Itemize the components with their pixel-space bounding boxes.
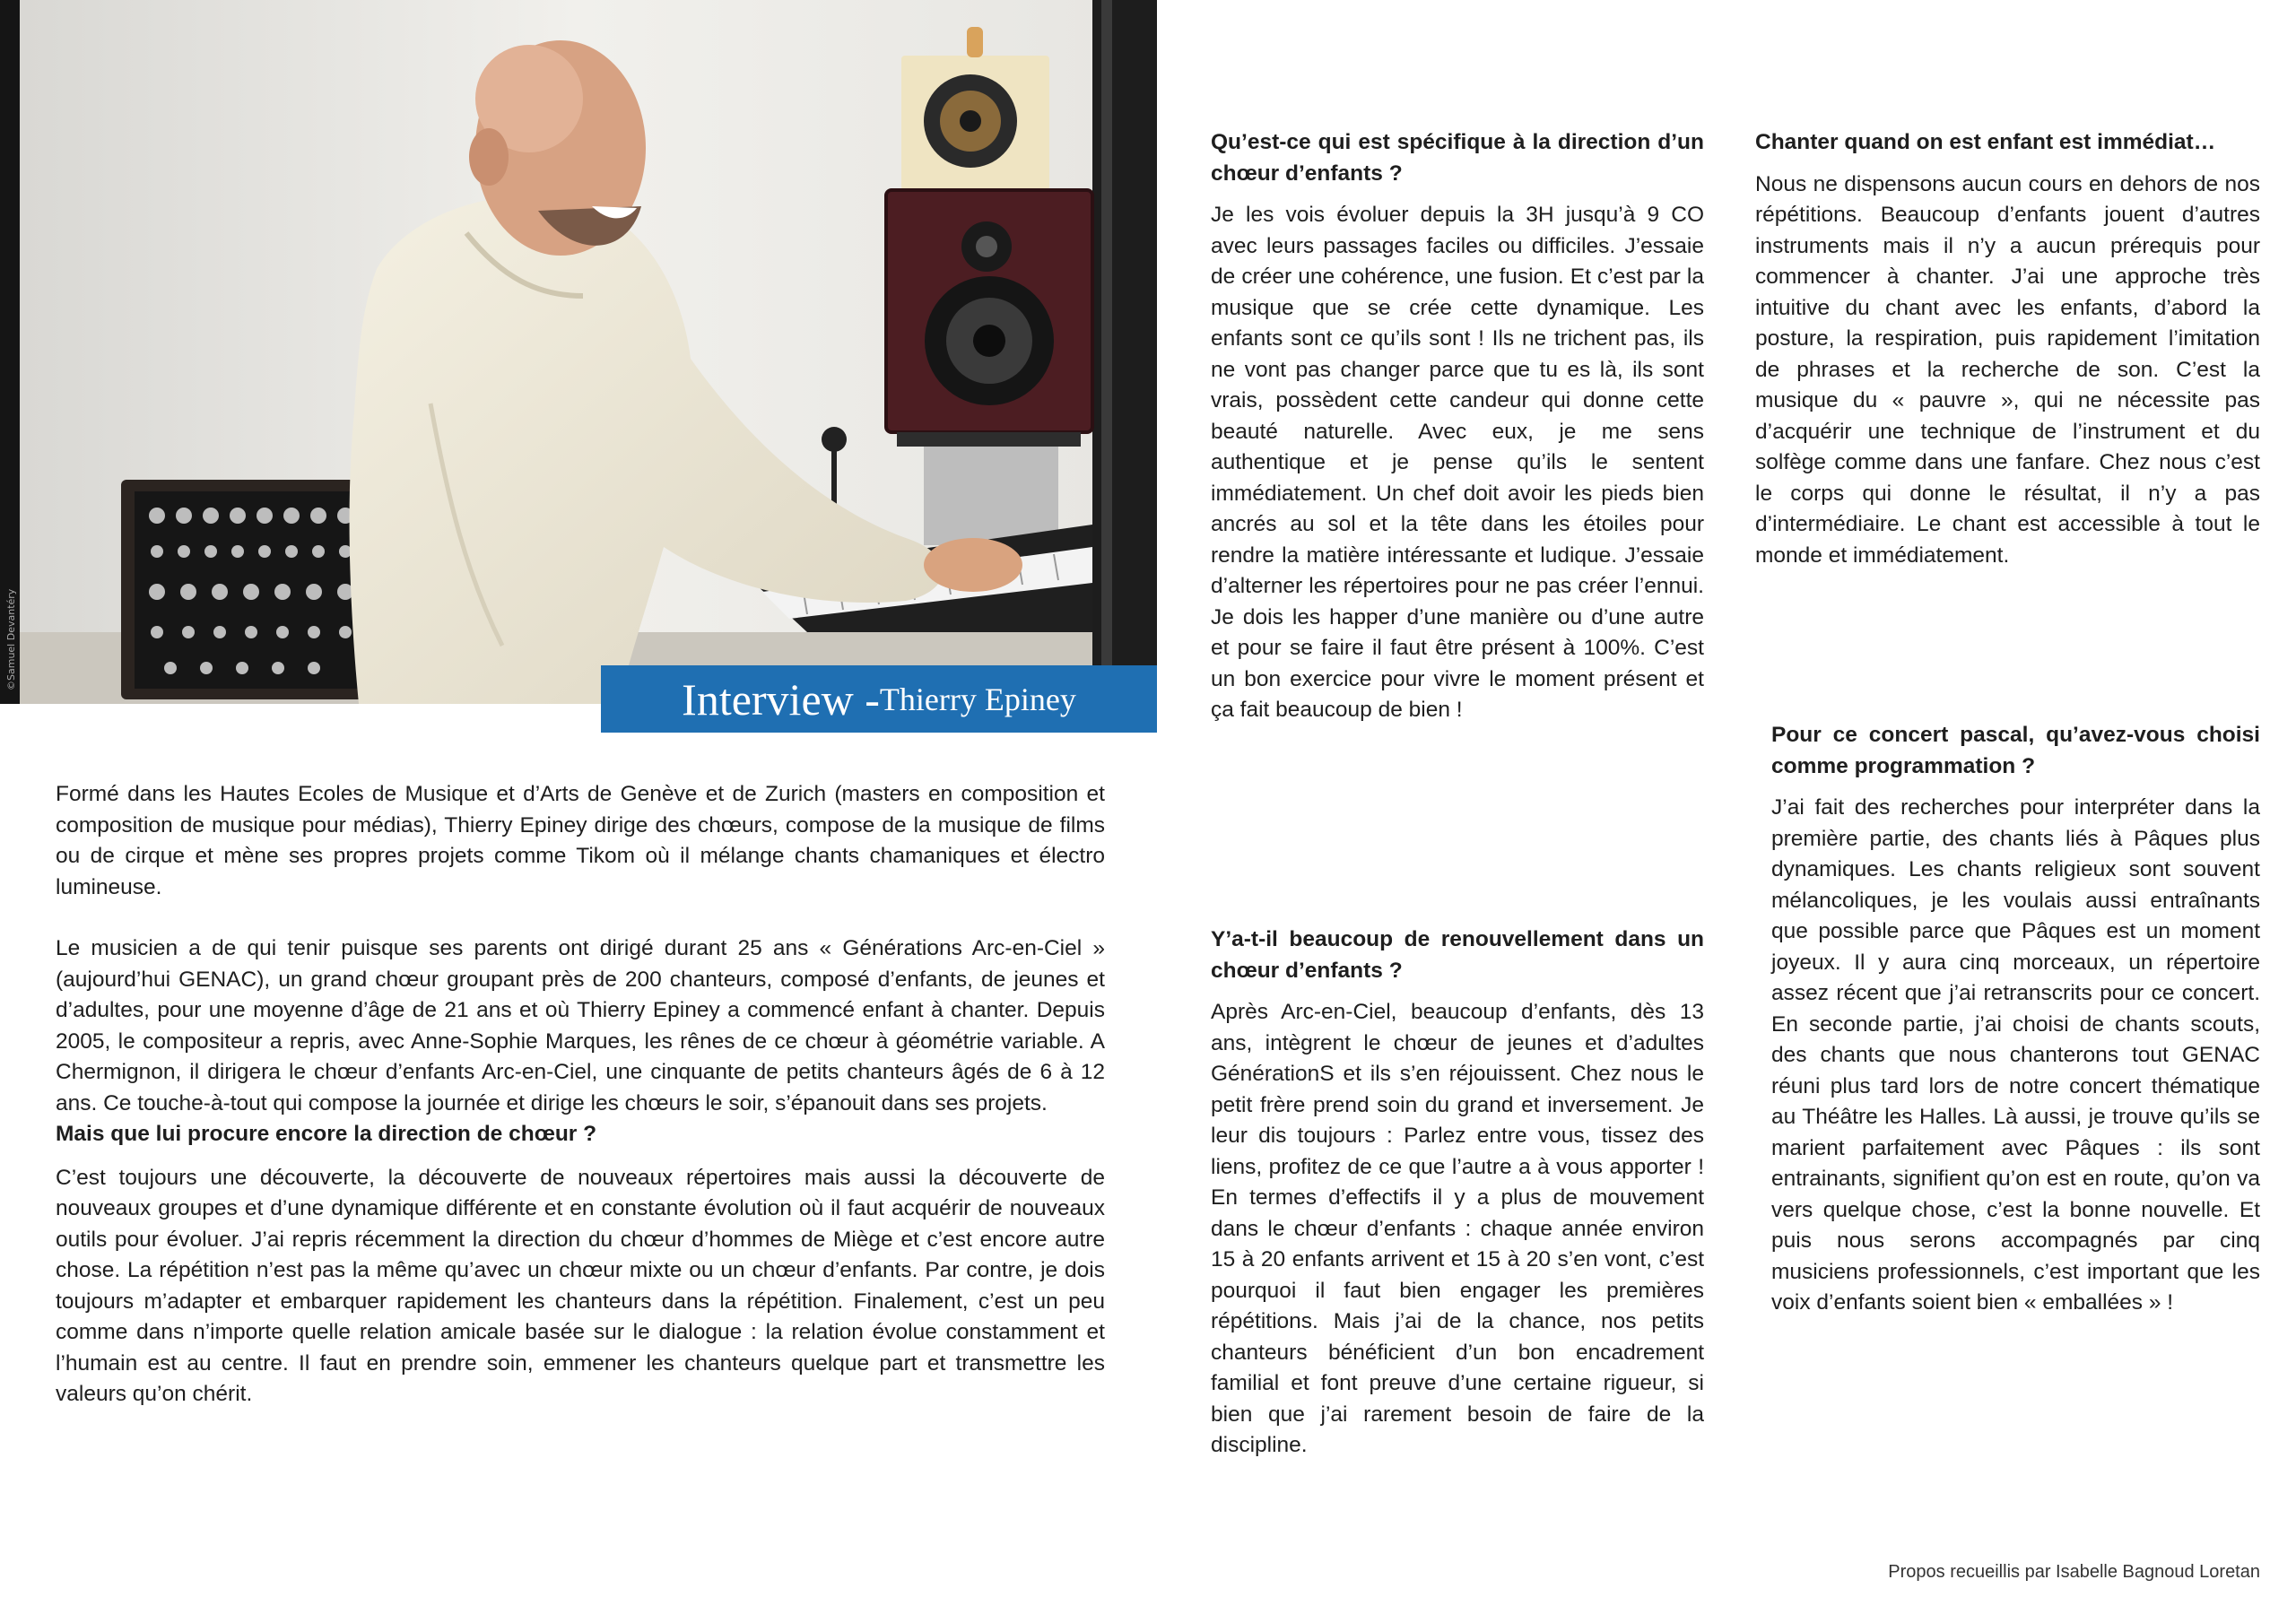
middle-column-top [1211,127,1704,726]
interview-banner [601,665,1157,733]
answer-renewal: Après Arc-en-Ciel, beaucoup d’enfants, dès 13 ans, intègrent le chœur de jeunes et d’adultes GénérationS et ils s’en réjouissent. Chez nous le petit frère prend soin du grand et inversement. Je leur dis toujours : Parlez entre vous, tissez des liens, profitez de ce que l’autre a à vous apporter ! En termes d’effectifs il y a plus de mouvement dans le chœur d’enfants : chaque année environ 15 à 20 enfants arrivent et 15 à 20 s’en vont, c’est pourquoi il faut bien engager les premières répétitions. Mais j’ai de la chance, nos petits chanteurs bénéficient d’un bon encadrement familial et font preuve d’une certaine rigueur, si bien que j’ai rarement besoin de faire de la discipline. [1211,1000,1704,1457]
intro-paragraph: Formé dans les Hautes Ecoles de Musique et d’Arts de Genève et de Zurich (masters en composition et composition de musique pour médias), Thierry Epiney dirige des chœurs, compose de la musique de films ou de cirque et mène ses propres projets comme Tikom où il mélange chants chamaniques et électro lumineuse. [56,782,1105,899]
answer-easter-concert: J’ai fait des recherches pour interpréter dans la première partie, des chants liés à Pâques plus dynamiques. Les chants religieux sont souvent mélancoliques, je les voulais aussi entraînants que possible parce que Pâques est un moment joyeux. Il y aura cinq morceaux, un répertoire assez récent que j’ai retranscrits pour ce concert. En seconde partie, j’ai choisi de chants scouts, des chants que nous chanterons tout GENAC réuni plus tard lors de notre concert thématique au Théâtre les Halles. Là aussi, je trouve qu’ils se marient parfaitement avec Pâques : ils sont entrainants, signifient qu’on est en route, qu’on va vers quelque chose, c’est la bonne nouvelle. Et puis nous serons accompagnés par cinq musiciens professionnels, c’est important que les voix d’enfants soient bien « emballées » ! [1771,795,2260,1315]
banner-name: Thierry Epiney [879,681,1076,717]
middle-column-bottom [1211,924,1704,1462]
question-choir-direction: Mais que lui procure encore la direction de chœur ? [56,1122,597,1146]
answer-choir-direction: C’est toujours une découverte, la découverte de nouveaux répertoires mais aussi la découverte de nouveaux groupes et d’une dynamique différente et en constante évolution où il faut acquérir de nouveaux outils pour évoluer. J’ai repris récemment la direction du chœur d’hommes de Miège et c’est encore autre chose. La répétition n’est pas la même qu’avec un chœur mixte ou un chœur d’enfants. Par contre, je dois toujours m’adapter et embarquer rapidement les chanteurs dans la répétition. Finalement, c’est un peu comme dans n’importe quelle relation amicale basée sur le dialogue : la relation évolue constamment et l’humain est au centre. Il faut en prendre soin, emmener les chanteurs quelque part et transmettre les valeurs qu’on chérit. [56,1165,1105,1406]
answer-singing-immediate: Nous ne dispensons aucun cours en dehors de nos répétitions. Beaucoup d’enfants jouent d’autres instruments mais il n’y a aucun prérequis pour commencer à chanter. J’ai une approche très intuitive du chant avec les enfants, d’abord la posture, la respiration, puis rapidement l’imitation de phrases et la recherche de son. C’est la musique du « pauvre », qui ne nécessite pas d’acquérir une technique de l’instrument et du solfège comme dans une fanfare. Chez nous c’est le corps qui donne le résultat, il n’y a pas d’intermédiaire. Le chant est accessible à tout le monde et immédiatement. [1755,171,2260,568]
right-column-bottom [1771,720,2260,1319]
intro-column [56,779,1105,1410]
answer-children-choir: Je les vois évoluer depuis la 3H jusqu’à 9 CO avec leurs passages faciles ou difficiles. J’essaie de créer une cohérence, une fusion. Et c’est par la musique que se crée cette dynamique. Les enfants sont ce qu’ils sont ! Ils ne trichent pas, ils ne vont pas changer parce que tu es là, ils sont vrais, possèdent cette candeur qui donne cette beauté naturelle. Avec eux, je me sens authentique et je pense qu’ils le sentent immédiatement. Un chef doit avoir les pieds bien ancrés au sol et la tête dans les étoiles pour rendre la matière intéressante et ludique. J’essaie d’alterner les répertoires pour ne pas créer l’ennui. Je dois les happer d’une manière ou d’une autre et pour se faire il faut être présent à 100%. C’est un bon exercice pour vivre le moment présent et ça fait beaucoup de bien ! [1211,203,1704,722]
interview-photo [0,0,1157,704]
bio-paragraph: Le musicien a de qui tenir puisque ses parents ont dirigé durant 25 ans « Générations Arc-en-Ciel » (aujourd’hui GENAC), un grand chœur groupant près de 200 chanteurs, composé d’enfants, de jeunes et d’adultes, pour une moyenne d’âge de 21 ans et où Thierry Epiney a commencé enfant à chanter. Depuis 2005, le compositeur a repris, avec Anne-Sophie Marques, les rênes de ce chœur à géométrie variable. A Chermignon, il dirigera le chœur d’enfants Arc-en-Ciel, une cinquante de petits chanteurs âgés de 6 à 12 ans. Ce touche-à-tout qui compose la journée et dirige les chœurs le soir, s’épanouit dans ses projets. [56,936,1105,1115]
right-column-top [1755,127,2260,571]
studio-portrait-illustration [0,0,1157,704]
photo-credit: ©Samuel Devantéry [5,588,17,690]
question-children-choir: Qu’est-ce qui est spécifique à la direction d’un chœur d’enfants ? [1211,130,1704,186]
question-renewal: Y’a-t-il beaucoup de renouvellement dans un chœur d’enfants ? [1211,927,1704,983]
banner-title: Interview - [682,673,880,725]
question-singing-immediate: Chanter quand on est enfant est immédiat… [1755,130,2216,154]
author-credit: Propos recueillis par Isabelle Bagnoud Loretan [1888,1562,2260,1582]
question-easter-concert: Pour ce concert pascal, qu’avez-vous choisi comme programmation ? [1771,723,2260,778]
